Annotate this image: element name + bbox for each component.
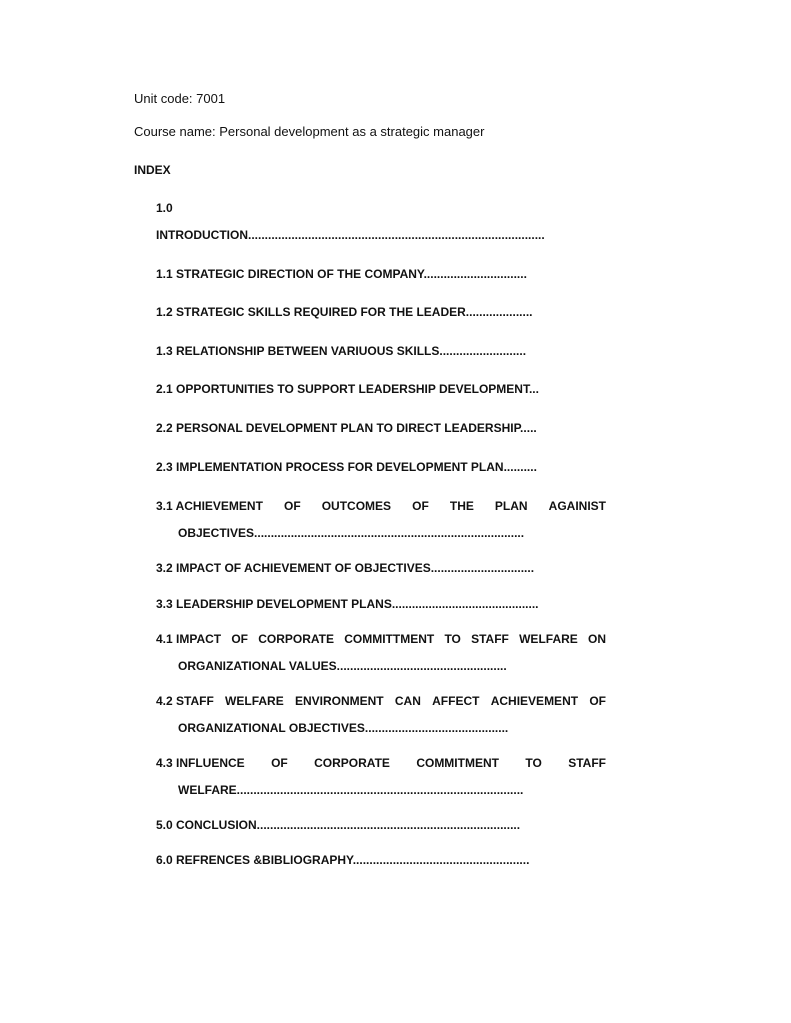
- toc-item-3-1: [156, 499, 606, 513]
- toc-word: 3.1 ACHIEVEMENT: [156, 499, 263, 513]
- toc-item-3-1-continuation: OBJECTIVES.................................................................................: [178, 526, 525, 540]
- toc-item-2-3: 2.3 IMPLEMENTATION PROCESS FOR DEVELOPMENT PLAN..........: [156, 460, 537, 474]
- toc-word: COMMITMENT: [416, 756, 499, 770]
- toc-item-4-2: [156, 694, 606, 708]
- toc-word: ON: [588, 632, 606, 646]
- toc-item-1-1: 1.1 STRATEGIC DIRECTION OF THE COMPANY...............................: [156, 267, 527, 281]
- index-title: INDEX: [134, 163, 171, 177]
- unit-code: Unit code: 7001: [134, 91, 226, 106]
- toc-item-4-3-continuation: WELFARE......................................................................................: [178, 783, 524, 797]
- toc-word: WELFARE: [225, 694, 284, 708]
- toc-item-1-3: 1.3 RELATIONSHIP BETWEEN VARIUOUS SKILLS..........................: [156, 344, 527, 358]
- toc-word: TO: [444, 632, 461, 646]
- toc-word: TO: [525, 756, 542, 770]
- toc-item-4-1-continuation: ORGANIZATIONAL VALUES...................................................: [178, 659, 507, 673]
- toc-item-2-2: 2.2 PERSONAL DEVELOPMENT PLAN TO DIRECT LEADERSHIP.....: [156, 421, 537, 435]
- toc-word: CORPORATE: [258, 632, 335, 646]
- toc-word: 4.1 IMPACT: [156, 632, 222, 646]
- toc-word: CORPORATE: [314, 756, 390, 770]
- toc-item-4-3: [156, 756, 606, 770]
- toc-word: OF: [412, 499, 429, 513]
- toc-item-5-0: 5.0 CONCLUSION...............................................................................: [156, 818, 521, 832]
- toc-item-2-1: 2.1 OPPORTUNITIES TO SUPPORT LEADERSHIP DEVELOPMENT...: [156, 382, 539, 396]
- toc-word: WELFARE: [519, 632, 578, 646]
- toc-word: OF: [271, 756, 288, 770]
- toc-word: STAFF: [568, 756, 606, 770]
- toc-item-4-1: [156, 632, 606, 646]
- toc-word: PLAN: [494, 499, 528, 513]
- toc-word: CAN: [394, 694, 421, 708]
- toc-word: STAFF: [471, 632, 509, 646]
- toc-item-3-2: 3.2 IMPACT OF ACHIEVEMENT OF OBJECTIVES...............................: [156, 561, 535, 575]
- toc-word: ENVIRONMENT: [294, 694, 384, 708]
- toc-item-6-0: 6.0 REFRENCES &BIBLIOGRAPHY.....................................................: [156, 853, 530, 867]
- toc-word: 4.2 STAFF: [156, 694, 214, 708]
- toc-word: OUTCOMES: [321, 499, 392, 513]
- toc-word: AFFECT: [432, 694, 480, 708]
- toc-word: OF: [589, 694, 606, 708]
- toc-word: AGAINIST: [548, 499, 606, 513]
- toc-intro: INTRODUCTION.........................................................................................: [156, 228, 545, 242]
- toc-word: ACHIEVEMENT: [490, 694, 579, 708]
- toc-word: OF: [231, 632, 249, 646]
- toc-item-3-3: 3.3 LEADERSHIP DEVELOPMENT PLANS............................................: [156, 597, 539, 611]
- toc-item-1-2: 1.2 STRATEGIC SKILLS REQUIRED FOR THE LEADER....................: [156, 305, 533, 319]
- toc-word: OF: [283, 499, 301, 513]
- course-name: Course name: Personal development as a strategic manager: [134, 124, 485, 139]
- toc-word: 4.3 INFLUENCE: [156, 756, 245, 770]
- toc-word: THE: [449, 499, 474, 513]
- toc-word: COMMITTMENT: [344, 632, 435, 646]
- toc-item-4-2-continuation: ORGANIZATIONAL OBJECTIVES...........................................: [178, 721, 509, 735]
- toc-intro-number: 1.0: [156, 201, 173, 215]
